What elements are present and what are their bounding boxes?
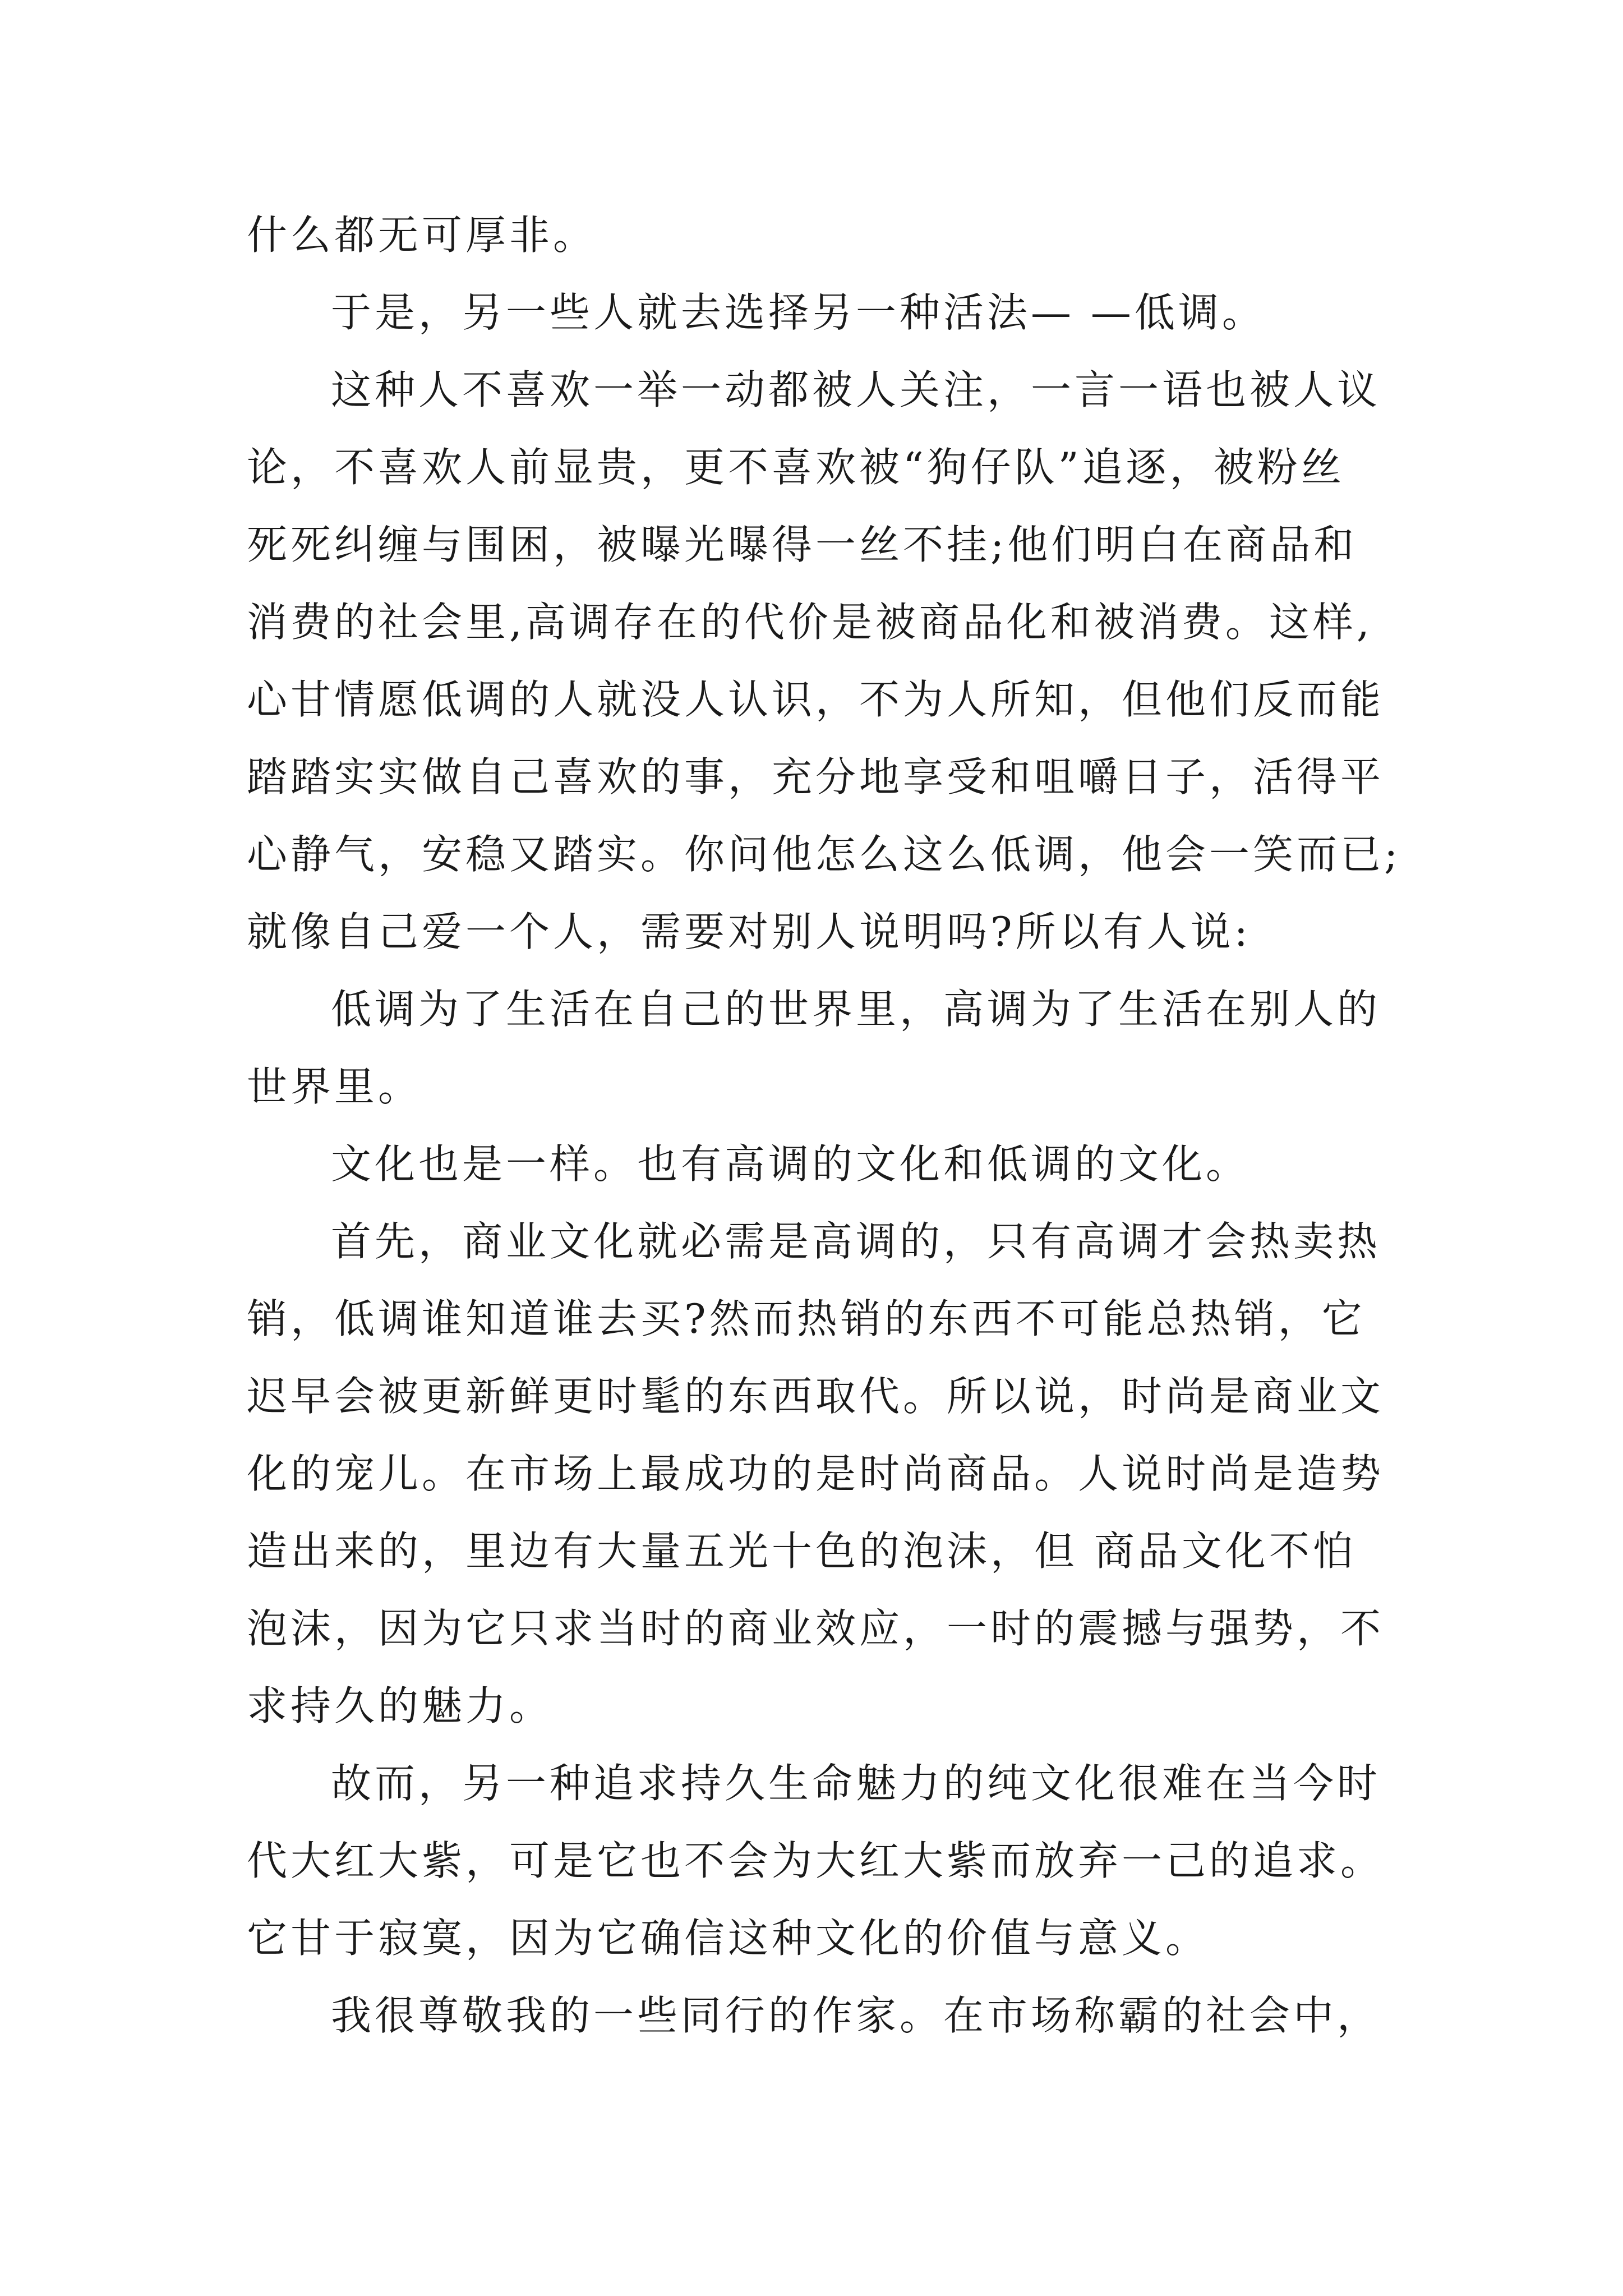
text-line: 造出来的，里边有大量五光十色的泡沫，但 商品文化不怕: [247, 1527, 1357, 1575]
text-line: 消费的社会里,高调存在的代价是被商品化和被消费。这样,: [247, 599, 1373, 646]
text-line: 踏踏实实做自己喜欢的事，充分地享受和咀嚼日子，活得平: [247, 753, 1385, 800]
text-line: 我很尊敬我的一些同行的作家。在市场称霸的社会中，: [331, 1992, 1381, 2039]
text-line: 它甘于寂寞，因为它确信这种文化的价值与意义。: [247, 1915, 1210, 1962]
body-text: [247, 196, 1401, 2054]
text-line: 代大红大紫，可是它也不会为大红大紫而放弃一己的追求。: [247, 1837, 1385, 1884]
text-line: 就像自己爱一个人，需要对别人说明吗?所以有人说:: [247, 908, 1251, 955]
text-line: 求持久的魅力。: [247, 1682, 554, 1729]
text-line: 死死纠缠与围困，被曝光曝得一丝不挂;他们明白在商品和: [247, 521, 1358, 568]
text-line: 文化也是一样。也有高调的文化和低调的文化。: [331, 1140, 1250, 1188]
text-line: 首先，商业文化就必需是高调的，只有高调才会热卖热: [331, 1218, 1381, 1265]
text-line: 化的宠儿。在市场上最成功的是时尚商品。人说时尚是造势: [247, 1450, 1385, 1497]
text-line: 故而，另一种追求持久生命魅力的纯文化很难在当今时: [331, 1760, 1381, 1807]
text-line: 低调为了生活在自己的世界里，高调为了生活在别人的: [331, 986, 1381, 1033]
text-line: 论，不喜欢人前显贵，更不喜欢被“狗仔队”追逐，被粉丝: [247, 444, 1345, 491]
text-line: 销，低调谁知道谁去买?然而热销的东西不可能总热销，它: [247, 1295, 1366, 1342]
text-line: 心甘情愿低调的人就没人认识，不为人所知，但他们反而能: [247, 676, 1385, 723]
text-line: 心静气，安稳又踏实。你问他怎么这么低调，他会一笑而已;: [247, 831, 1401, 878]
text-line: 这种人不喜欢一举一动都被人关注，一言一语也被人议: [331, 366, 1381, 413]
text-line: 什么都无可厚非。: [247, 211, 597, 259]
text-line: 泡沫，因为它只求当时的商业效应，一时的震撼与强势，不: [247, 1605, 1385, 1652]
text-line: 于是，另一些人就去选择另一种活法— —低调。: [331, 289, 1266, 336]
text-line: 迟早会被更新鲜更时髦的东西取代。所以说，时尚是商业文: [247, 1373, 1385, 1420]
text-line: 世界里。: [247, 1063, 422, 1110]
